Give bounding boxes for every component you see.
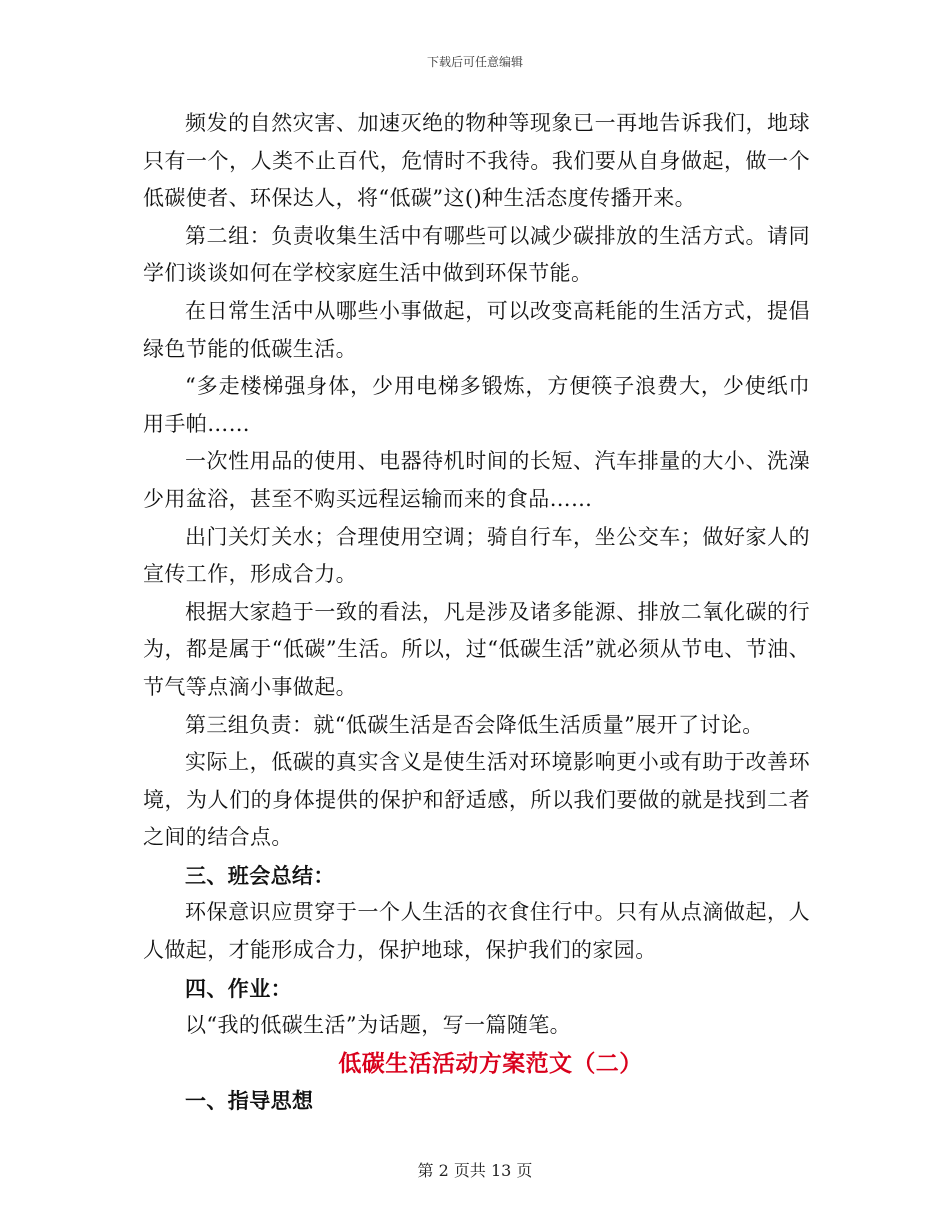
paragraph-11: 以“我的低碳生活”为话题，写一篇随笔。: [185, 1013, 572, 1038]
page-header: 下载后可任意编辑: [426, 55, 523, 69]
section-heading-homework: 四、作业：: [185, 975, 292, 1001]
paragraph-4: “多走楼梯强身体，少用电梯多锻炼，方便筷子浪费大，少使纸巾用手帕……: [143, 374, 810, 436]
page-footer: 第 2 页共 13 页: [417, 1161, 533, 1180]
paragraph-9: 实际上，低碳的真实含义是使生活对环境影响更小或有助于改善环境，为人们的身体提供的保护和舒适感，所以我们要做的就是找到二者之间的结合点。: [143, 750, 810, 850]
document-body: [143, 105, 810, 1120]
paragraph-6: 出门关灯关水；合理使用空调；骑自行车，坐公交车；做好家人的宣传工作，形成合力。: [143, 524, 810, 587]
paragraph-2: 第二组：负责收集生活中有哪些可以减少碳排放的生活方式。请同学们谈谈如何在学校家庭生活中做到环保节能。: [143, 223, 810, 286]
document-title: 低碳生活活动方案范文（二）: [338, 1049, 643, 1077]
paragraph-8: 第三组负责：就“低碳生活是否会降低生活质量”展开了讨论。: [185, 712, 764, 737]
section-heading-summary: 三、班会总结：: [185, 862, 335, 888]
paragraph-1: 频发的自然灾害、加速灭绝的物种等现象已一再地告诉我们，地球只有一个，人类不止百代，危情时不我待。我们要从自身做起，做一个低碳使者、环保达人，将“低碳”这()种生活态度传播开来。: [143, 111, 810, 211]
paragraph-10: 环保意识应贯穿于一个人生活的衣食住行中。只有从点滴做起，人人做起，才能形成合力，保护地球，保护我们的家园。: [143, 900, 810, 963]
section-heading-guiding-thought: 一、指导思想: [185, 1088, 314, 1114]
paragraph-3: 在日常生活中从哪些小事做起，可以改变高耗能的生活方式，提倡绿色节能的低碳生活。: [143, 298, 810, 361]
paragraph-7: 根据大家趋于一致的看法，凡是涉及诸多能源、排放二氧化碳的行为，都是属于“低碳”生活。所以，过“低碳生活”就必须从节电、节油、节气等点滴小事做起。: [143, 599, 810, 699]
paragraph-5: 一次性用品的使用、电器待机时间的长短、汽车排量的大小、洗澡少用盆浴，甚至不购买远程运输而来的食品……: [143, 449, 810, 511]
